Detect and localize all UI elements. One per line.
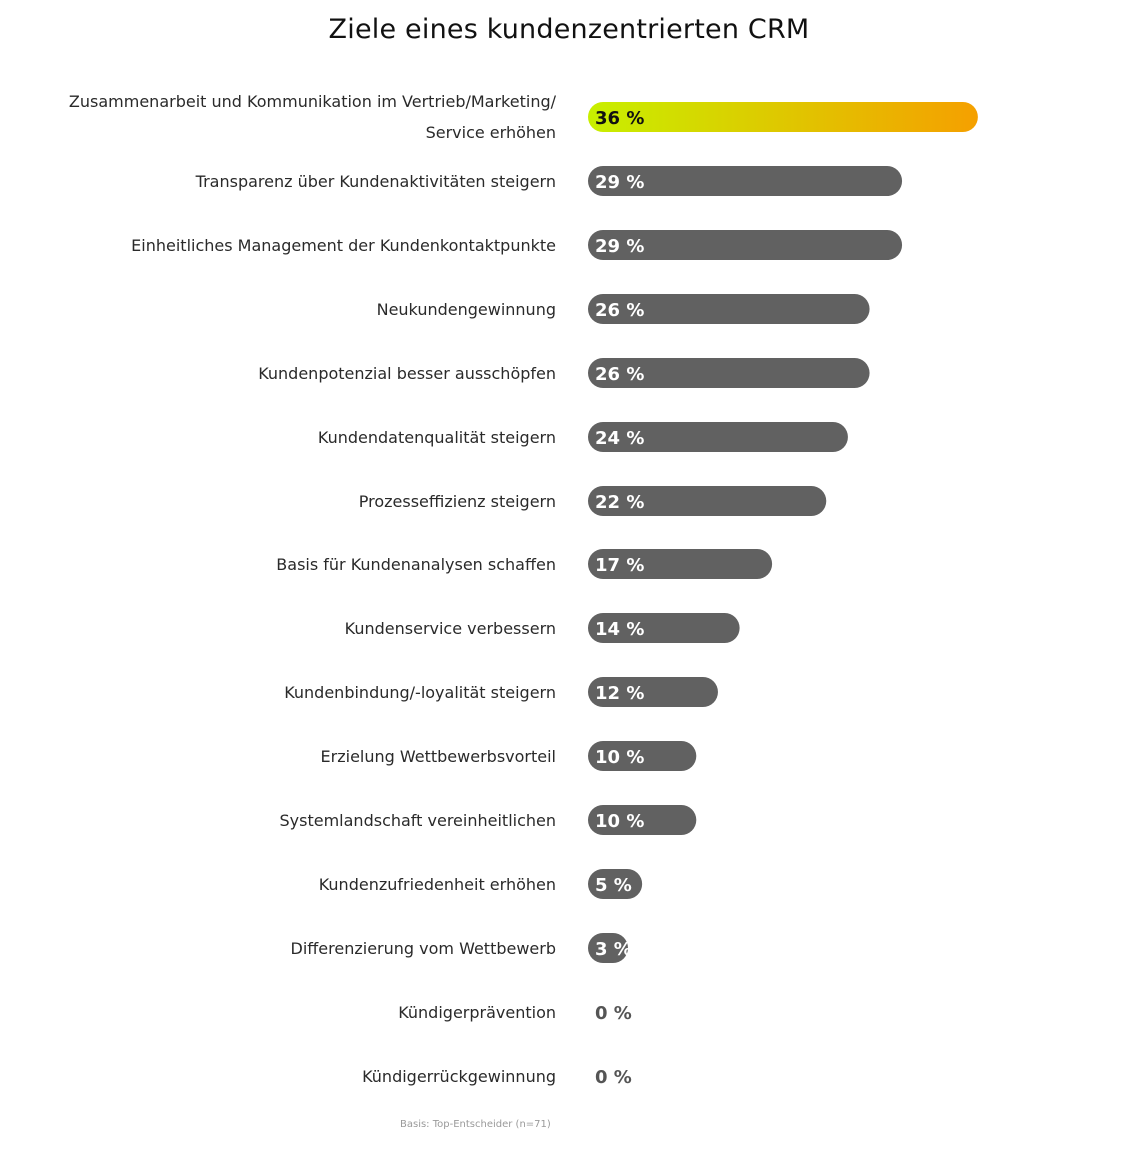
category-label: Kundenservice verbessern: [344, 619, 556, 638]
value-label: 3 %: [595, 939, 632, 960]
value-label: 26 %: [595, 300, 645, 321]
chart-title: Ziele eines kundenzentrierten CRM: [328, 14, 810, 45]
value-label: 10 %: [595, 747, 645, 768]
value-label: 5 %: [595, 875, 632, 896]
value-label: 14 %: [595, 619, 645, 640]
value-label: 36 %: [595, 108, 645, 129]
value-label: 22 %: [595, 492, 645, 513]
category-label: Basis für Kundenanalysen schaffen: [276, 555, 556, 574]
category-label: Kundenpotenzial besser ausschöpfen: [258, 364, 556, 383]
category-label: Transparenz über Kundenaktivitäten steigern: [195, 172, 556, 191]
category-label: Neukundengewinnung: [376, 300, 556, 319]
value-label: 24 %: [595, 428, 645, 449]
value-label: 12 %: [595, 683, 645, 704]
category-label: Differenzierung vom Wettbewerb: [290, 939, 556, 958]
value-label: 17 %: [595, 555, 645, 576]
bars-group: [69, 92, 978, 1088]
category-label: Zusammenarbeit und Kommunikation im Vertrieb/Marketing/ Service erhöhen: [68, 92, 556, 142]
category-label: Kündigerprävention: [398, 1003, 556, 1022]
value-label: 0 %: [595, 1003, 632, 1024]
category-label: Kundenbindung/-loyalität steigern: [284, 683, 556, 702]
value-label: 26 %: [595, 364, 645, 385]
category-label: Kündigerrückgewinnung: [362, 1067, 556, 1086]
category-label: Erzielung Wettbewerbsvorteil: [320, 747, 556, 766]
category-label: Systemlandschaft vereinheitlichen: [279, 811, 556, 830]
bar: [588, 102, 978, 132]
value-label: 10 %: [595, 811, 645, 832]
value-label: 0 %: [595, 1067, 632, 1088]
value-label: 29 %: [595, 172, 645, 193]
category-label: Kundenzufriedenheit erhöhen: [318, 875, 556, 894]
value-label: 29 %: [595, 236, 645, 257]
category-label: Prozesseffizienz steigern: [358, 492, 556, 511]
category-label: Einheitliches Management der Kundenkontaktpunkte: [131, 236, 556, 255]
chart-note: Basis: Top-Entscheider (n=71): [400, 1119, 551, 1130]
category-label: Kundendatenqualität steigern: [317, 428, 556, 447]
